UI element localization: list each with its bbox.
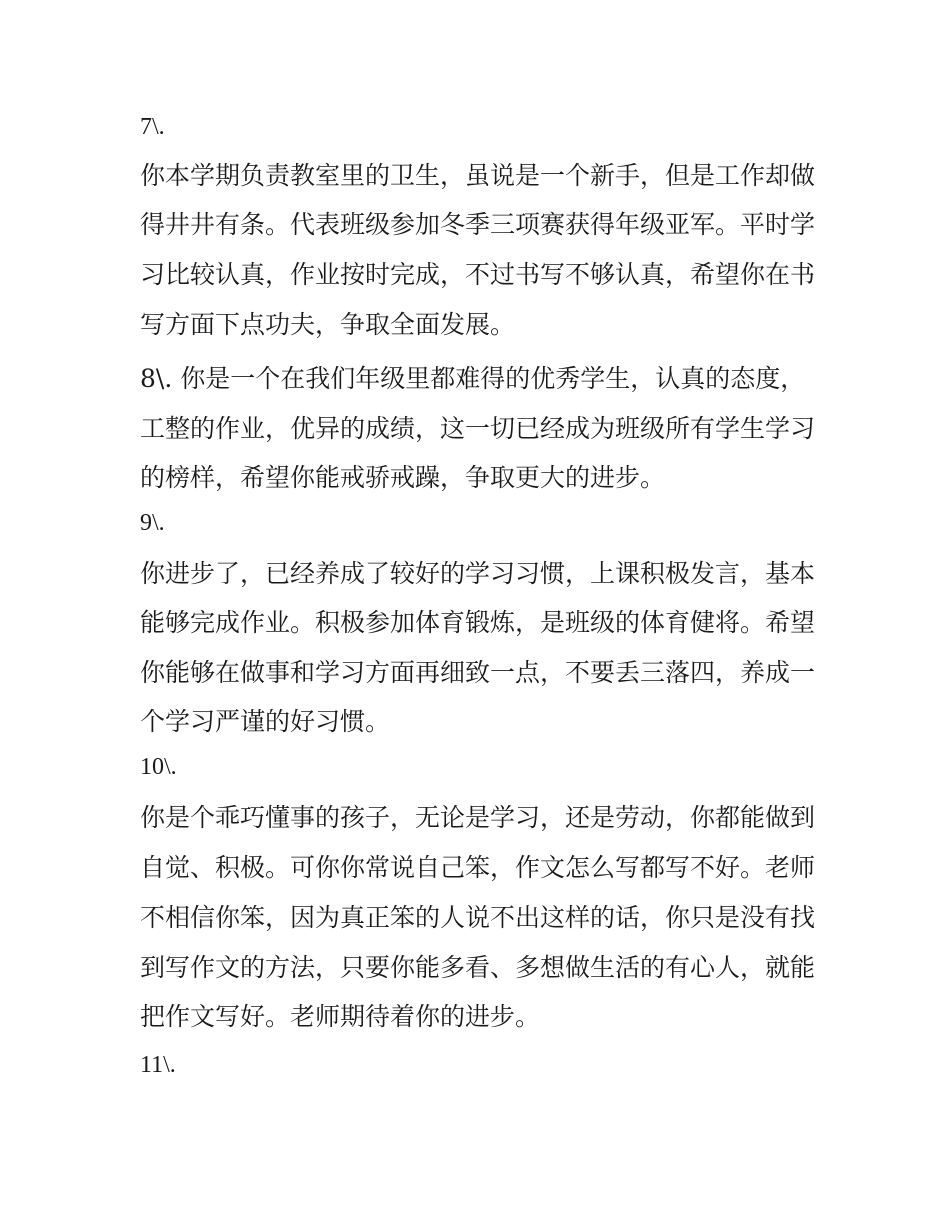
text-line: 个学习严谨的好习惯。 (140, 707, 391, 736)
item-number-9: 9\. (140, 510, 165, 536)
text-line: 工整的作业，优异的成绩，这一切已经成为班级所有学生学习 (140, 414, 816, 443)
item-number-7: 7\. (140, 114, 165, 140)
text-line: 写方面下点功夫，争取全面发展。 (140, 310, 516, 339)
text-line: 不相信你笨，因为真正笨的人说不出这样的话，你只是没有找 (140, 903, 816, 932)
text-line: 自觉、积极。可你你常说自己笨，作文怎么写都写不好。老师 (140, 853, 816, 882)
text-line: 把作文写好。老师期待着你的进步。 (140, 1002, 541, 1031)
item-8-first-line: 8\. 你是一个在我们年级里都难得的优秀学生，认真的态度， (140, 364, 806, 393)
text-line: 你是个乖巧懂事的孩子，无论是学习，还是劳动，你都能做到 (140, 803, 816, 832)
text-line: 的榜样，希望你能戒骄戒躁，争取更大的进步。 (140, 463, 666, 492)
text-line: 习比较认真，作业按时完成，不过书写不够认真，希望你在书 (140, 260, 816, 289)
text-line: 能够完成作业。积极参加体育锻炼，是班级的体育健将。希望 (140, 608, 816, 637)
text-line: 你进步了，已经养成了较好的学习习惯，上课积极发言，基本 (140, 559, 816, 588)
item-number-10: 10\. (140, 754, 177, 780)
text-line: 到写作文的方法，只要你能多看、多想做生活的有心人，就能 (140, 953, 816, 982)
item-number-11: 11\. (140, 1052, 176, 1078)
text-line: 你本学期负责教室里的卫生，虽说是一个新手，但是工作却做 (140, 161, 816, 190)
text-line: 得井井有条。代表班级参加冬季三项赛获得年级亚军。平时学 (140, 210, 816, 239)
text-line: 你能够在做事和学习方面再细致一点，不要丢三落四，养成一 (140, 658, 816, 687)
